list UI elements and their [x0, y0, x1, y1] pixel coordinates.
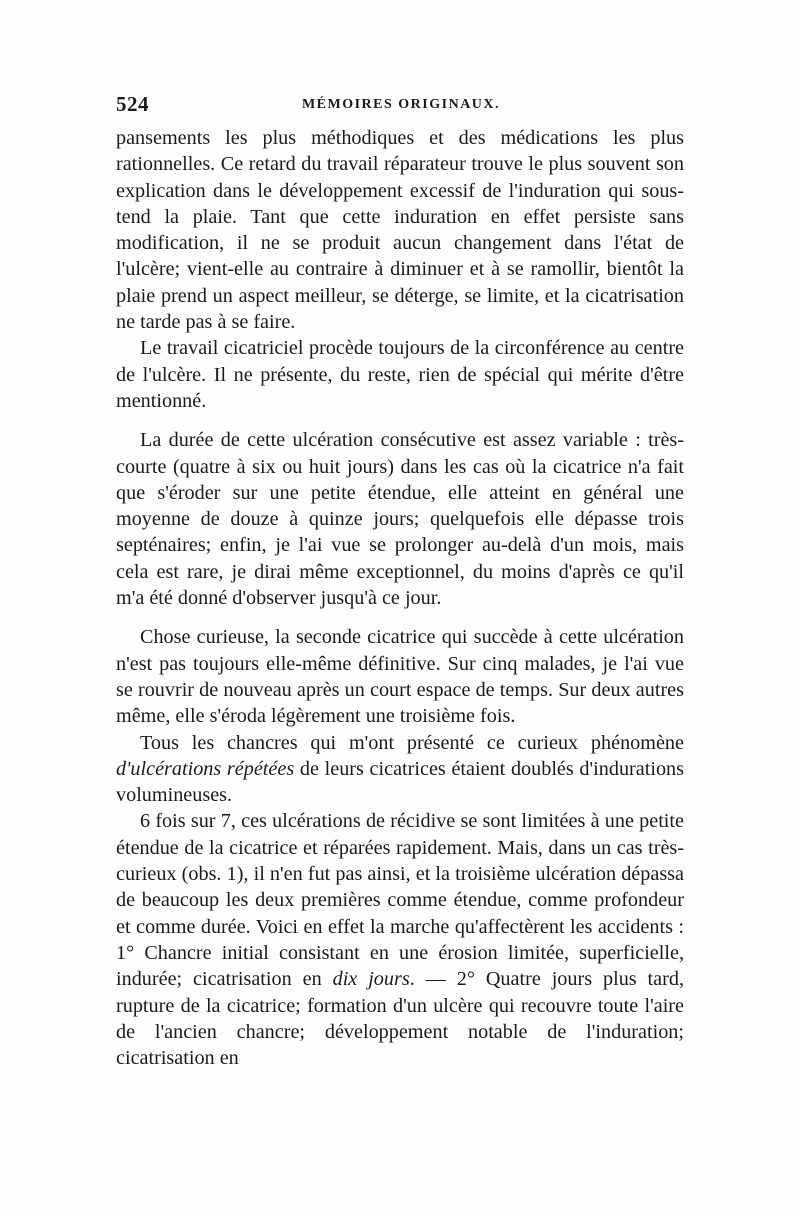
text-segment: pansements les plus méthodiques et des médications les plus rationnelles. Ce retard du travail réparateur trouve le plus souvent son explication dans le développement excessif de l'induration qui sous-tend la plaie. Tant que cette induration en effet persiste sans modification, il ne se produit aucun changement dans l'état de l'ulcère; vient-elle au contraire à diminuer et à se ramollir, bientôt la plaie prend un aspect meilleur, se déterge, se limite, et la cicatrisation ne tarde pas à se faire. — [116, 127, 684, 334]
text-segment: . — 2° Quatre jours plus tard, rupture de la cicatrice; formation d'un ulcère qui recouvre toute l'aire de l'ancien chancre; développement notable de l'induration; cicatrisation en — [116, 968, 684, 1070]
text-segment: Le travail cicatriciel procède toujours de la circonférence au centre de l'ulcère. Il ne présente, du reste, rien de spécial qui mérite d'être mentionné. — [116, 337, 684, 412]
italic-text: d'ulcérations répétées — [116, 757, 295, 780]
paragraph — [116, 730, 684, 809]
paragraph — [116, 335, 684, 414]
text-segment: Chose curieuse, la seconde cicatrice qui succède à cette ulcération n'est pas toujours elle-même définitive. Sur cinq malades, je l'ai vue se rouvrir de nouveau après un court espace de temps. Sur deux autres même, elle s'éroda légèrement une troisième fois. — [116, 626, 684, 728]
paragraph — [116, 808, 684, 1071]
italic-text: dix jours — [332, 968, 410, 991]
text-segment: 6 fois sur 7, ces ulcérations de récidive se sont limitées à une petite étendue de la cicatrice et réparées rapidement. Mais, dans un cas très-curieux (obs. 1), il n'en fut pas ainsi, et la troisième ulcération dépassa de beaucoup les deux premières comme étendue, comme profondeur et comme durée. Voici en effet la marche qu'affectèrent les accidents : 1° Chancre initial consistant en une érosion limitée, superficielle, indurée; cicatrisation en — [116, 810, 684, 991]
body-text — [116, 125, 684, 1071]
running-title: MÉMOIRES ORIGINAUX. — [301, 97, 501, 112]
running-head — [116, 92, 686, 122]
paragraph — [116, 125, 684, 335]
paragraph — [116, 427, 684, 611]
page-number: 524 — [116, 92, 149, 116]
text-segment: de leurs cicatrices étaient doublés d'indurations volumineuses. — [116, 757, 684, 807]
text-segment: La durée de cette ulcération consécutive est assez variable : très-courte (quatre à six ou huit jours) dans les cas où la cicatrice n'a fait que s'éroder sur une petite étendue, elle atteint en général une moyenne de douze à quinze jours; quelquefois elle dépasse trois septénaires; enfin, je l'ai vue se prolonger au-delà d'un mois, mais cela est rare, je dirai même exceptionnel, du moins d'après ce qu'il m'a été donné d'observer jusqu'à ce jour. — [116, 429, 684, 610]
paragraph — [116, 624, 684, 729]
text-segment: Tous les chancres qui m'ont présenté ce curieux phénomène — [140, 731, 684, 754]
